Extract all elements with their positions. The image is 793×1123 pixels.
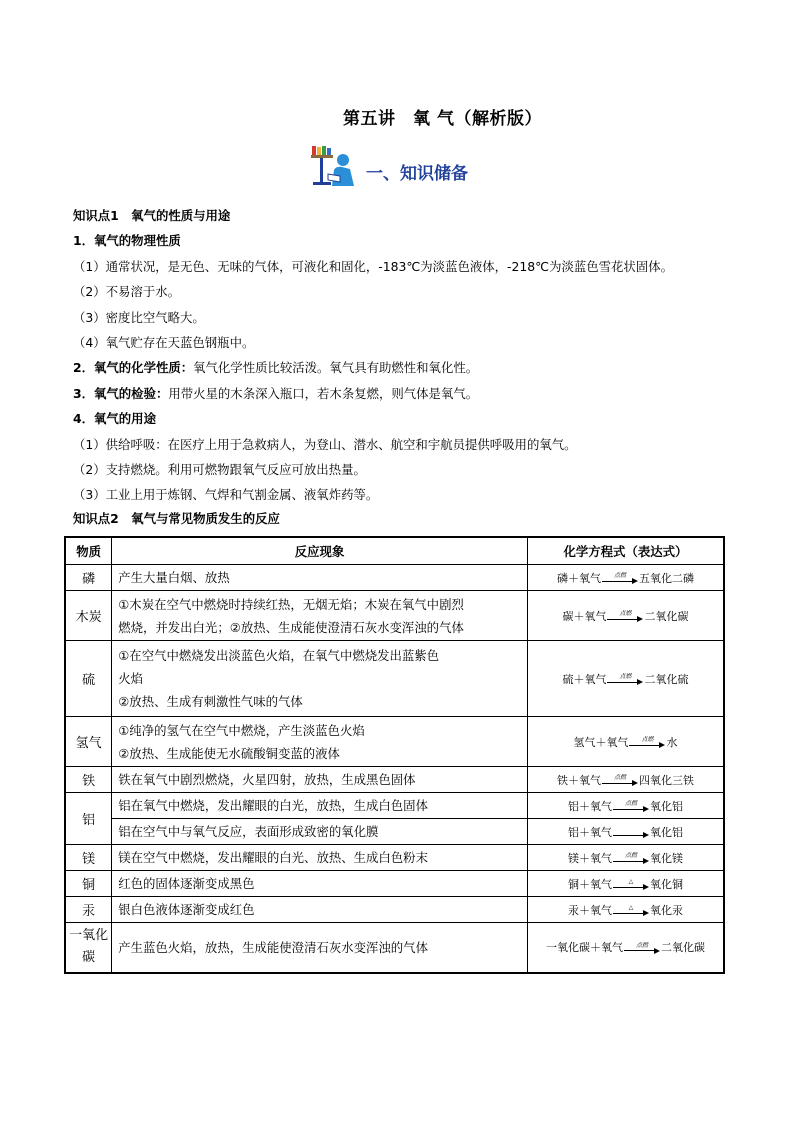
phenomenon-line: 燃烧，并发出白光；②放热、生成能使澄清石灰水变浑浊的气体 [118,619,464,635]
header-phenomenon: 反应现象 [112,537,528,565]
reactants: 铁＋氧气 [556,773,601,787]
reactants: 一氧化碳＋氧气 [545,941,623,955]
test-heading: 3．氧气的检验： [73,385,169,401]
table-row [65,717,724,767]
reactants: 镁＋氧气 [567,851,612,865]
phenomenon-line: 火焰 [118,671,143,686]
reaction-arrow-icon [613,801,649,812]
phenomenon-cell [112,717,528,767]
table-row [65,923,724,973]
table-row [65,641,724,717]
reaction-arrow-icon [613,879,649,890]
chemical-property [73,355,733,380]
reaction-arrow-icon [613,827,649,838]
equation-cell [527,897,724,923]
phenomenon-cell [112,793,528,819]
phenomenon-line: ①在空气中燃烧发出淡蓝色火焰，在氧气中燃烧发出蓝紫色 [118,648,440,663]
reactants: 铜＋氧气 [567,877,612,891]
reaction-arrow-icon [607,674,643,685]
knowledge-content [73,203,733,508]
products: 氧化铝 [649,825,683,839]
reactants: 氢气＋氧气 [573,735,629,749]
uses-item: （3）工业上用于炼钢、气焊和气割金属、液氧炸药等。 [73,487,379,503]
reaction-condition: 点燃 [613,774,626,781]
reactants: 磷＋氧气 [556,571,601,585]
phenomenon-cell [112,641,528,717]
physical-item: （1）通常状况，是无色、无味的气体，可液化和固化，-183℃为淡蓝色液体，-218℃为淡蓝色雪花状固体。 [73,258,673,274]
reaction-condition: 点燃 [641,736,654,743]
header-substance: 物质 [65,537,112,565]
phenomenon-line: 红色的固体逐渐变成黑色 [118,876,255,891]
products: 四氧化三铁 [638,773,694,787]
reading-person-icon [310,146,358,188]
phenomenon-line: ②放热、生成能使无水硫酸铜变蓝的液体 [118,745,340,761]
phenomenon-cell [112,923,528,973]
phenomenon-cell [112,565,528,591]
reactants: 碳＋氧气 [562,609,607,623]
phenomenon-cell [112,871,528,897]
phenomenon-line: ①木炭在空气中燃烧时持续红热，无烟无焰；木炭在氧气中剧烈 [118,596,464,612]
table-row [65,819,724,845]
table-row [65,871,724,897]
substance-cell: 氢气 [65,717,112,767]
products: 二氧化硫 [644,672,689,686]
physical-item: （3）密度比空气略大。 [73,309,205,325]
equation-cell [527,591,724,641]
reaction-condition: △ [628,904,634,911]
equation-cell [527,793,724,819]
table-row [65,591,724,641]
kp2-heading: 知识点2 氧气与常见物质发生的反应 [73,511,280,526]
substance-cell: 磷 [65,565,112,591]
test-text: 用带火星的木条深入瓶口，若木条复燃，则气体是氧气。 [168,385,479,401]
products: 水 [666,735,678,749]
equation-cell [527,819,724,845]
reactants: 铝＋氧气 [567,825,612,839]
chemical-heading: 2．氧气的化学性质： [73,360,194,376]
physical-item: （4）氧气贮存在天蓝色钢瓶中。 [73,334,255,350]
chemical-text: 氧气化学性质比较活泼。氧气具有助燃性和氧化性。 [193,360,479,376]
equation-cell [527,641,724,717]
phenomenon-line: 产生大量白烟、放热 [118,570,230,585]
table-row [65,565,724,591]
equation-cell [527,767,724,793]
phenomenon-line: 铁在氧气中剧烈燃烧，火星四射，放热，生成黑色固体 [118,772,416,787]
kp1-heading: 知识点1 氧气的性质与用途 [73,208,231,223]
header-equation: 化学方程式（表达式） [527,537,724,565]
phenomenon-line: ①纯净的氢气在空气中燃烧，产生淡蓝色火焰 [118,722,365,738]
equation-cell [527,717,724,767]
section-title: 一、知识储备 [366,163,468,184]
phenomenon-line: ②放热、生成有刺激性气味的气体 [118,694,303,709]
substance-cell: 铁 [65,767,112,793]
substance-cell: 一氧化碳 [65,923,112,973]
table-row [65,897,724,923]
equation-cell [527,871,724,897]
substance-cell: 硫 [65,641,112,717]
products: 五氧化二磷 [638,571,694,585]
phenomenon-cell [112,897,528,923]
substance-cell: 汞 [65,897,112,923]
table-row [65,845,724,871]
reaction-condition: 点燃 [624,800,637,807]
equation-cell [527,845,724,871]
substance-cell: 镁 [65,845,112,871]
section-header [310,146,468,188]
substance-cell: 木炭 [65,591,112,641]
equation-cell [527,923,724,973]
reaction-arrow-icon [602,775,638,786]
substance-cell: 铜 [65,871,112,897]
phenomenon-cell [112,845,528,871]
reaction-arrow-icon [613,853,649,864]
reaction-arrow-icon [613,905,649,916]
physical-heading: 1．氧气的物理性质 [73,233,181,249]
reaction-condition: 点燃 [619,673,632,680]
products: 二氧化碳 [660,941,705,955]
uses-item: （1）供给呼吸：在医疗上用于急救病人，为登山、潜水、航空和宇航员提供呼吸用的氧气。 [73,436,577,452]
table-row [65,793,724,819]
products: 氧化镁 [649,851,683,865]
reaction-arrow-icon [602,573,638,584]
products: 氧化铝 [649,799,683,813]
reaction-condition: 点燃 [619,610,632,617]
reaction-arrow-icon [629,737,665,748]
reaction-arrow-icon [624,943,660,954]
page-title: 第五讲 氧 气（解析版） [343,109,542,129]
products: 二氧化碳 [644,609,689,623]
physical-item: （2）不易溶于水。 [73,284,181,300]
reaction-arrow-icon [607,611,643,622]
equation-cell [527,565,724,591]
phenomenon-line: 镁在空气中燃烧，发出耀眼的白光、放热、生成白色粉末 [118,850,428,865]
reactants: 铝＋氧气 [567,799,612,813]
phenomenon-line: 产生蓝色火焰，放热，生成能使澄清石灰水变浑浊的气体 [118,939,428,955]
reaction-condition: 点燃 [635,941,648,949]
reaction-table [64,536,725,974]
phenomenon-line: 银白色液体逐渐变成红色 [118,902,255,917]
products: 氧化铜 [649,877,683,891]
phenomenon-line: 铝在空气中与氧气反应，表面形成致密的氧化膜 [118,824,379,839]
table-header-row [65,537,724,565]
uses-heading: 4．氧气的用途 [73,411,156,427]
table-row [65,767,724,793]
reactants: 硫＋氧气 [562,672,607,686]
phenomenon-cell [112,591,528,641]
substance-cell: 铝 [65,793,112,845]
phenomenon-line: 铝在氧气中燃烧，发出耀眼的白光，放热，生成白色固体 [118,798,428,813]
reaction-condition: 点燃 [624,852,637,859]
phenomenon-cell [112,819,528,845]
oxygen-test [73,381,733,406]
uses-item: （2）支持燃烧。利用可燃物跟氧气反应可放出热量。 [73,461,366,477]
reactants: 汞＋氧气 [567,903,612,917]
reaction-condition: 点燃 [613,572,626,579]
reaction-condition: △ [628,878,634,885]
phenomenon-cell [112,767,528,793]
products: 氧化汞 [649,903,683,917]
